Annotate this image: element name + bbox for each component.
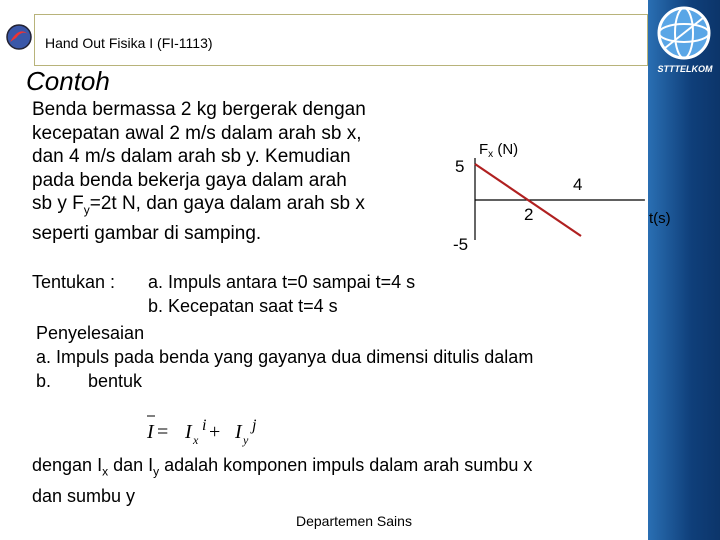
formula-sub-y: y [243, 433, 249, 447]
formula-equals: = [157, 421, 169, 443]
task-item-b: b. Kecepatan saat t=4 s [148, 296, 338, 316]
formula-unit-i: i [202, 417, 207, 434]
explanation-part: dan I [108, 455, 154, 475]
formula-term2: I [235, 421, 242, 443]
problem-line [32, 192, 432, 222]
x-axis-label: t(s) [649, 210, 671, 227]
slide-title: Contoh [26, 66, 110, 96]
explanation-part: dengan I [32, 455, 103, 475]
task-block [32, 270, 415, 318]
y-axis-label-main: F [479, 141, 489, 158]
y-tick-label: 5 [455, 157, 465, 176]
solution-item-b: bentuk [88, 371, 143, 391]
y-axis-label-unit: (N) [493, 141, 519, 158]
footer-text: Departemen Sains [296, 513, 412, 529]
y-axis-label [479, 141, 518, 160]
y-axis-label-sub: x [488, 149, 494, 160]
formula-lhs: I [147, 421, 154, 443]
problem-text: =2t N, dan gaya dalam arah sb x [89, 193, 365, 214]
header-title: Hand Out Fisika I (FI-1113) [45, 35, 213, 51]
side-brand-panel [648, 0, 720, 540]
explanation-part: adalah komponen impuls dalam arah sumbu x [159, 455, 533, 475]
explanation-line: dan sumbu y [32, 485, 136, 506]
institution-logo-icon [4, 22, 34, 52]
problem-line: kecepatan awal 2 m/s dalam arah sb x, [32, 122, 362, 144]
problem-statement [32, 98, 432, 246]
subscript: y [153, 464, 160, 479]
explanation-text [32, 453, 652, 508]
formula-unit-j: j [252, 417, 257, 434]
task-indent [32, 294, 148, 318]
solution-item-a: Impuls pada benda yang gayanya dua dimensi ditulis dalam [56, 347, 534, 367]
solution-heading: Penyelesaian [36, 323, 145, 343]
problem-line: pada benda bekerja gaya dalam arah [32, 169, 347, 191]
problem-line: Benda bermassa 2 kg bergerak dengan [32, 99, 366, 120]
problem-line: dan 4 m/s dalam arah sb y. Kemudian [32, 146, 351, 167]
task-item-a: a. Impuls antara t=0 sampai t=4 s [148, 272, 416, 292]
header-bar [34, 14, 648, 66]
x-tick-label: 2 [524, 205, 534, 224]
formula-sub-x: x [193, 433, 199, 447]
explanation-line [32, 453, 652, 484]
formula-term1: I [185, 421, 192, 443]
force-time-chart [440, 112, 671, 272]
problem-line: seperti gambar di samping. [32, 223, 262, 245]
formula-plus: + [209, 421, 221, 443]
solution-block [36, 321, 533, 393]
list-marker: a. [36, 347, 52, 367]
impulse-formula [145, 408, 285, 448]
problem-text: sb y F [32, 193, 84, 214]
y-tick-label: -5 [453, 235, 469, 254]
x-tick-label: 4 [573, 175, 583, 194]
list-marker: b. [36, 371, 52, 391]
brand-logo-text: STTTELKOM [657, 64, 713, 74]
subscript: x [102, 464, 109, 479]
globe-logo-icon [655, 4, 713, 62]
task-label: Tentukan : [32, 272, 121, 292]
subscript: y [83, 202, 90, 217]
